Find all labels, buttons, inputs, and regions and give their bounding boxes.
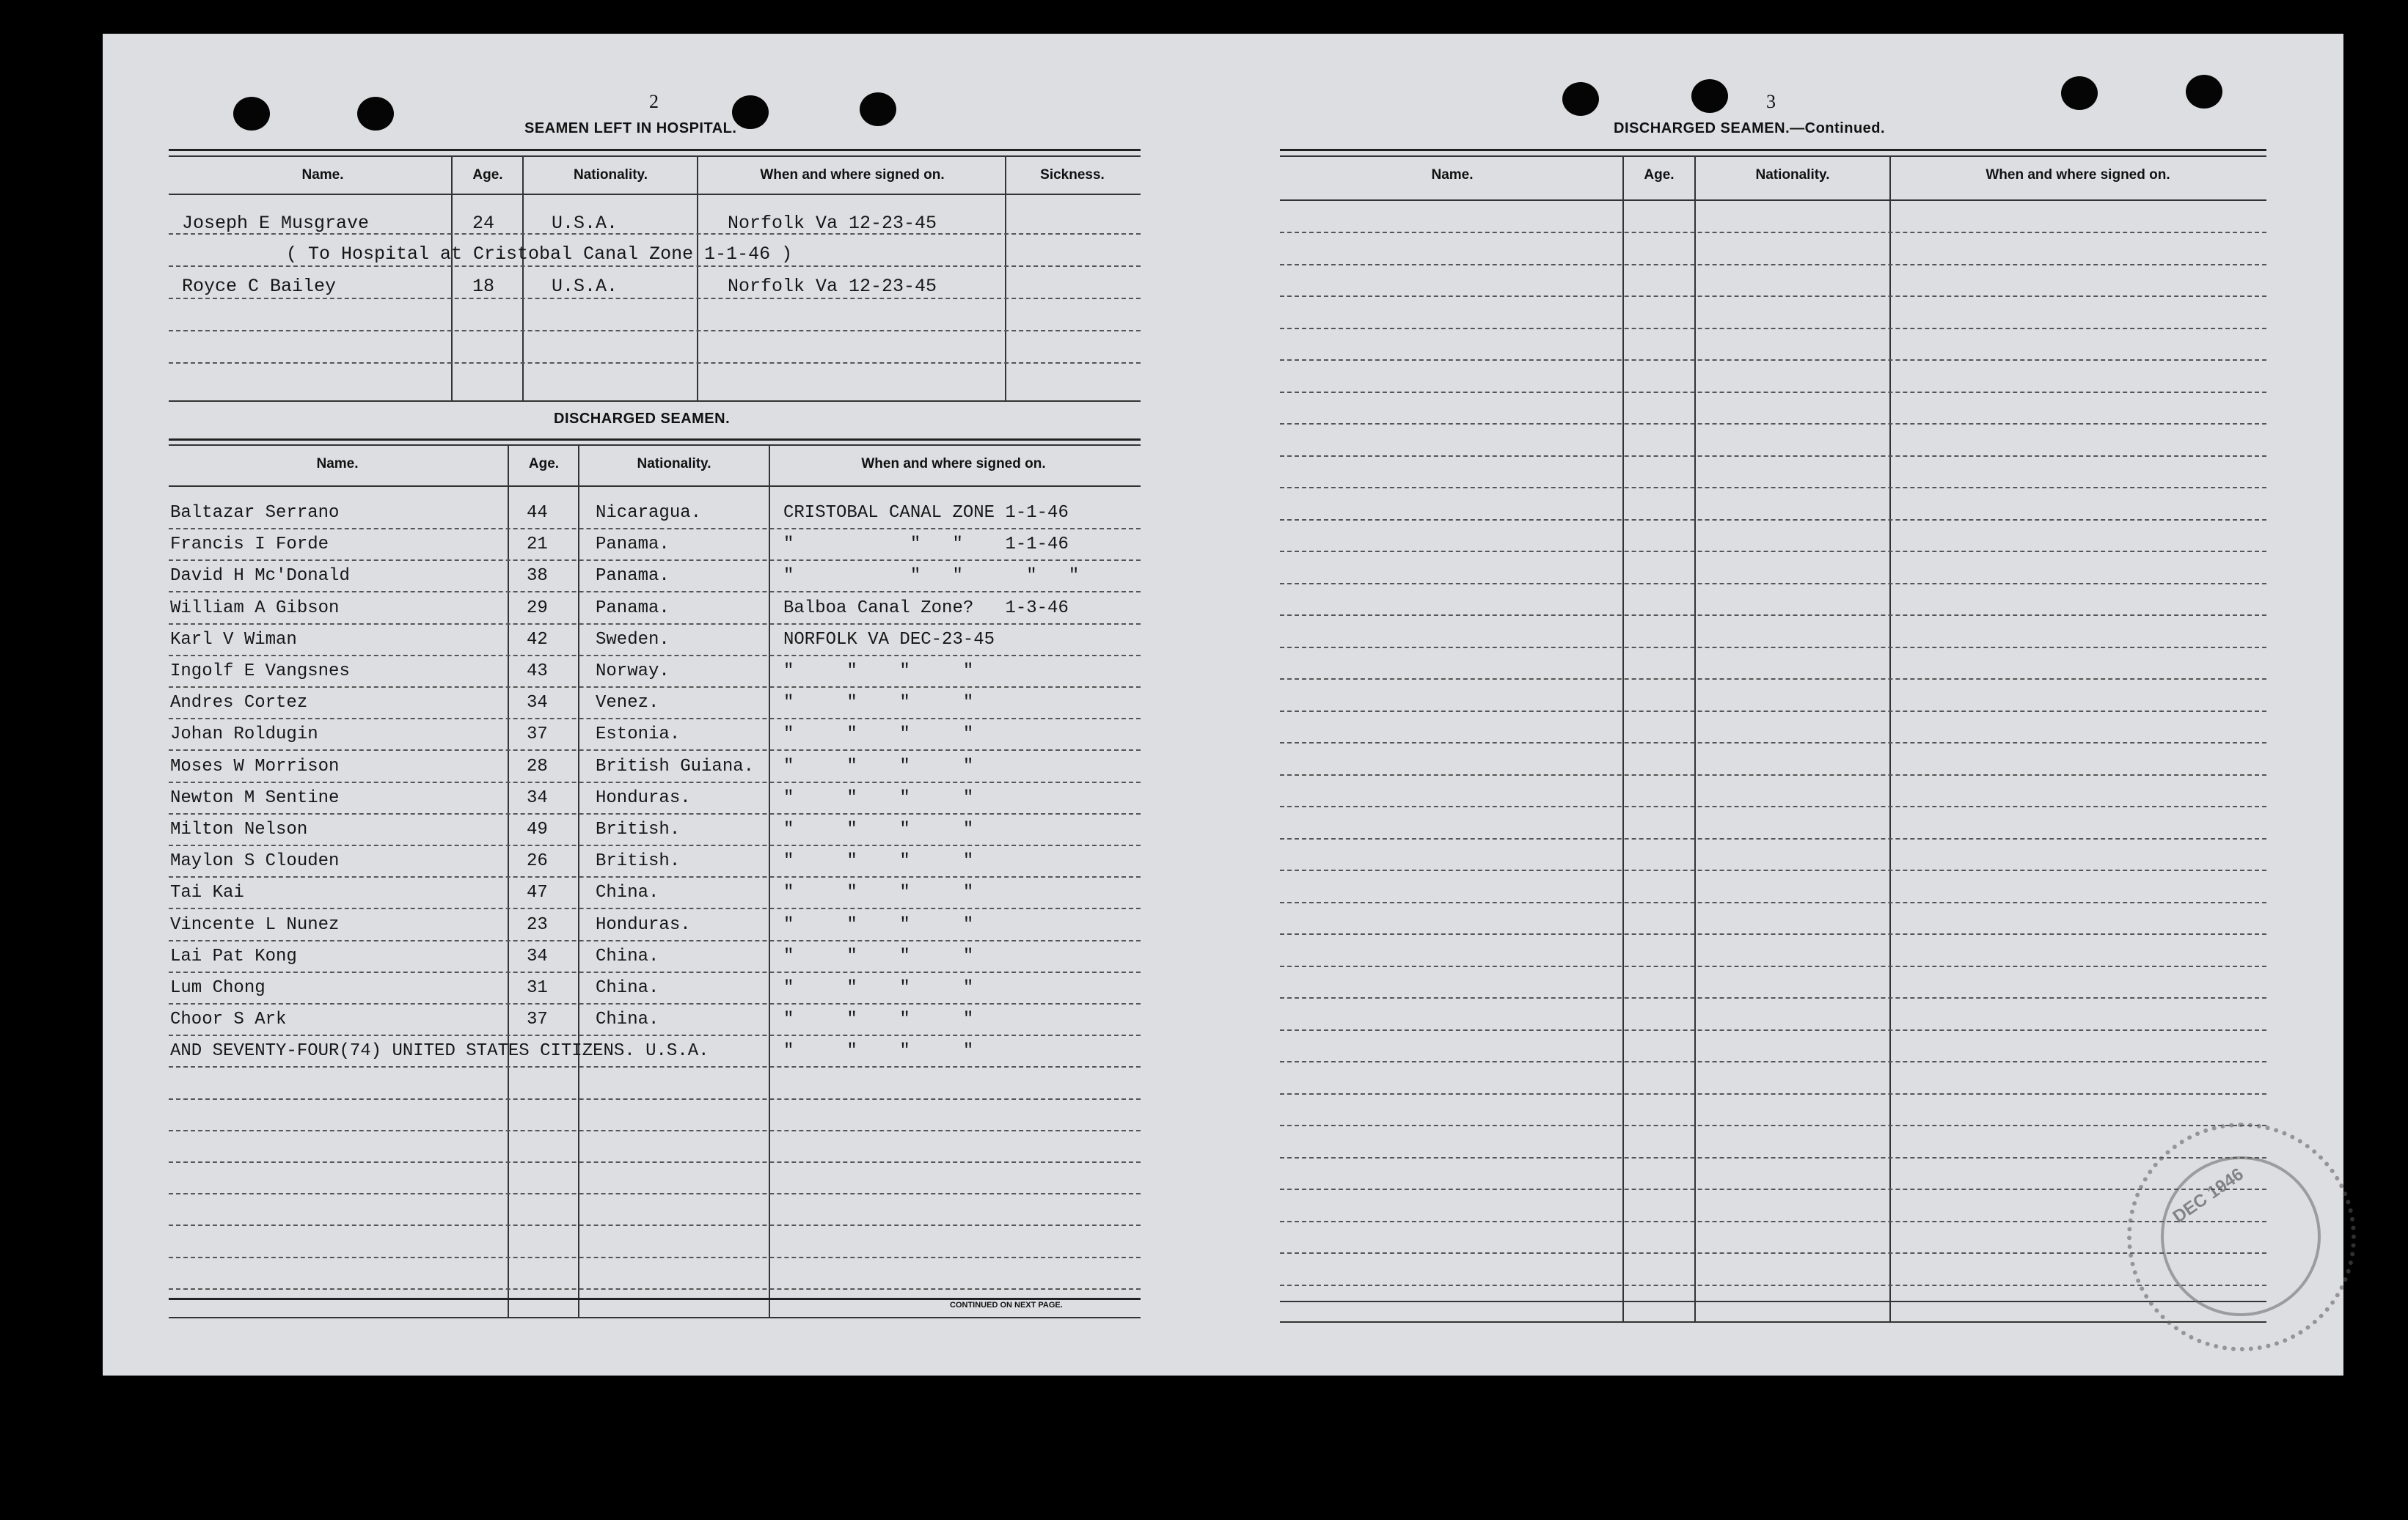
- seaman-age: 34: [527, 787, 548, 808]
- seaman-signed-on: " " " 1-1-46: [783, 535, 1069, 555]
- seaman-nationality: Nicaragua.: [596, 503, 702, 523]
- seaman-signed-on: " " " ": [783, 724, 974, 745]
- ruled-line: [1280, 455, 2266, 457]
- ruled-line: [1280, 1252, 2266, 1254]
- ruled-line: [1280, 997, 2266, 999]
- punch-hole: [1562, 82, 1599, 116]
- ruled-line: [1280, 264, 2266, 265]
- ruled-line: [169, 972, 1141, 973]
- citizens-signed-on: " " " ": [783, 1041, 974, 1062]
- seaman-age: 42: [527, 629, 548, 650]
- ruled-line: [169, 1098, 1141, 1100]
- seaman-name: Vincente L Nunez: [170, 914, 340, 935]
- seaman-nationality: Sweden.: [596, 629, 670, 650]
- continued-footer: CONTINUED ON NEXT PAGE.: [950, 1301, 1063, 1310]
- ruled-line: [1280, 870, 2266, 871]
- seaman-name: Lum Chong: [170, 978, 266, 998]
- ruled-line: [1280, 1221, 2266, 1222]
- seaman-nationality: Estonia.: [596, 724, 681, 745]
- seaman-signed-on: " " " ": [783, 820, 974, 840]
- seaman-signed-on: " " " ": [783, 693, 974, 713]
- table-rule: [169, 438, 1141, 441]
- seaman-nationality: British.: [596, 820, 681, 840]
- ruled-line: [1280, 328, 2266, 329]
- seaman-signed-on: " " " ": [783, 946, 974, 966]
- seaman-name: Baltazar Serrano: [170, 503, 340, 523]
- ruled-line: [169, 1257, 1141, 1258]
- seaman-name: Newton M Sentine: [170, 787, 340, 808]
- ruled-line: [169, 655, 1141, 656]
- column-header: When and where signed on.: [1986, 167, 2170, 183]
- seaman-signed-on: Norfolk Va 12-23-45: [728, 276, 937, 297]
- seaman-name: Ingolf E Vangsnes: [170, 661, 350, 681]
- ruled-line: [1280, 423, 2266, 425]
- column-header: Age.: [1644, 167, 1675, 183]
- ruled-line: [169, 623, 1141, 625]
- seaman-nationality: Honduras.: [596, 787, 691, 808]
- table-rule: [1280, 1301, 2266, 1302]
- seaman-name: Andres Cortez: [170, 693, 308, 713]
- ruled-line: [169, 362, 1141, 364]
- seaman-name: Milton Nelson: [170, 820, 308, 840]
- seaman-age: 43: [527, 661, 548, 681]
- ruled-line: [1280, 1029, 2266, 1031]
- seaman-name: Tai Kai: [170, 883, 244, 903]
- table-rule: [169, 400, 1141, 402]
- table-rule: [169, 155, 1141, 157]
- ruled-line: [1280, 966, 2266, 967]
- seaman-nationality: China.: [596, 978, 659, 998]
- ruled-line: [169, 1225, 1141, 1226]
- ruled-line: [169, 782, 1141, 783]
- seaman-nationality: Norway.: [596, 661, 670, 681]
- seaman-age: 24: [472, 213, 495, 234]
- table-rule: [1280, 149, 2266, 151]
- ruled-line: [1280, 551, 2266, 552]
- ruled-line: [169, 845, 1141, 846]
- ruled-line: [1280, 583, 2266, 584]
- ruled-line: [1280, 933, 2266, 935]
- seaman-age: 38: [527, 566, 548, 587]
- page-number: 2: [649, 91, 659, 112]
- ruled-line: [1280, 487, 2266, 488]
- ruled-line: [1280, 902, 2266, 903]
- ruled-line: [169, 749, 1141, 751]
- seaman-nationality: China.: [596, 946, 659, 966]
- ruled-line: [169, 1193, 1141, 1194]
- punch-hole: [233, 97, 270, 131]
- column-header: Name.: [316, 456, 359, 471]
- table-rule: [169, 194, 1141, 195]
- seaman-age: 34: [527, 946, 548, 966]
- seaman-age: 37: [527, 724, 548, 745]
- column-header: Nationality.: [1755, 167, 1830, 183]
- ruled-line: [1280, 392, 2266, 393]
- citizens-line: AND SEVENTY-FOUR(74) UNITED STATES CITIZENS. U.S.A.: [170, 1041, 709, 1062]
- seaman-signed-on: " " " ": [783, 1010, 974, 1030]
- column-header: When and where signed on.: [861, 456, 1046, 471]
- page-number: 3: [1766, 91, 1776, 112]
- ruled-line: [169, 876, 1141, 878]
- seaman-name: Johan Roldugin: [170, 724, 318, 745]
- ruled-line: [1280, 742, 2266, 744]
- table-rule: [169, 1298, 1141, 1300]
- punch-hole: [2186, 75, 2222, 109]
- right-section-title: DISCHARGED SEAMEN.—Continued.: [1614, 120, 1886, 136]
- seaman-name: Francis I Forde: [170, 535, 329, 555]
- column-header: Name.: [301, 167, 344, 183]
- seaman-name: Royce C Bailey: [182, 276, 337, 297]
- column-header: Name.: [1431, 167, 1474, 183]
- table-rule: [169, 444, 1141, 446]
- ruled-line: [1280, 678, 2266, 680]
- ruled-line: [169, 1130, 1141, 1131]
- seaman-signed-on: " " " ": [783, 883, 974, 903]
- ruled-line: [169, 718, 1141, 719]
- column-divider: [508, 444, 509, 1317]
- seaman-signed-on: NORFOLK VA DEC-23-45: [783, 629, 995, 650]
- punch-hole: [357, 97, 394, 131]
- seaman-signed-on: Norfolk Va 12-23-45: [728, 213, 937, 234]
- seaman-nationality: Venez.: [596, 693, 659, 713]
- table-rule: [1280, 199, 2266, 201]
- ruled-line: [1280, 519, 2266, 521]
- column-header: Sickness.: [1040, 167, 1105, 183]
- seaman-age: 23: [527, 914, 548, 935]
- column-header: Nationality.: [574, 167, 648, 183]
- seaman-signed-on: CRISTOBAL CANAL ZONE 1-1-46: [783, 503, 1069, 523]
- hospital-note: ( To Hospital at Cristobal Canal Zone 1-1-46 ): [286, 243, 793, 265]
- seaman-signed-on: " " " " ": [783, 566, 1080, 587]
- ruled-line: [1280, 359, 2266, 361]
- ruled-line: [1280, 806, 2266, 807]
- seaman-name: Lai Pat Kong: [170, 946, 297, 966]
- punch-hole: [2061, 76, 2098, 110]
- seaman-nationality: China.: [596, 1010, 659, 1030]
- seaman-name: Moses W Morrison: [170, 756, 340, 776]
- ruled-line: [169, 330, 1141, 331]
- ruled-line: [169, 1035, 1141, 1036]
- ruled-line: [1280, 1093, 2266, 1095]
- table-rule: [169, 149, 1141, 151]
- seaman-age: 18: [472, 276, 495, 297]
- column-header: When and where signed on.: [760, 167, 945, 183]
- ruled-line: [169, 908, 1141, 909]
- seaman-signed-on: " " " ": [783, 661, 974, 681]
- seaman-signed-on: " " " ": [783, 787, 974, 808]
- seaman-name: David H Mc'Donald: [170, 566, 350, 587]
- seaman-nationality: Panama.: [596, 566, 670, 587]
- ruled-line: [169, 940, 1141, 941]
- punch-hole: [860, 92, 896, 126]
- ruled-line: [169, 1066, 1141, 1068]
- ruled-line: [1280, 232, 2266, 233]
- seaman-nationality: Honduras.: [596, 914, 691, 935]
- seaman-nationality: China.: [596, 883, 659, 903]
- ruled-line: [169, 559, 1141, 561]
- seaman-age: 34: [527, 693, 548, 713]
- seaman-age: 29: [527, 598, 548, 618]
- ruled-line: [169, 686, 1141, 688]
- punch-hole: [1691, 79, 1728, 113]
- seaman-age: 31: [527, 978, 548, 998]
- seaman-nationality: U.S.A.: [552, 213, 618, 234]
- ruled-line: [1280, 774, 2266, 776]
- ruled-line: [169, 265, 1141, 267]
- stamp-text: DEC 1946: [2169, 1164, 2247, 1227]
- column-divider: [769, 444, 770, 1317]
- seaman-signed-on: " " " ": [783, 851, 974, 872]
- seaman-nationality: British Guiana.: [596, 756, 755, 776]
- seaman-nationality: British.: [596, 851, 681, 872]
- discharged-section-title: DISCHARGED SEAMEN.: [554, 411, 731, 427]
- ruled-line: [1280, 1285, 2266, 1286]
- seaman-age: 47: [527, 883, 548, 903]
- ruled-line: [169, 1161, 1141, 1163]
- ruled-line: [1280, 1189, 2266, 1190]
- ruled-line: [1280, 1125, 2266, 1126]
- seaman-nationality: U.S.A.: [552, 276, 618, 297]
- seaman-name: Maylon S Clouden: [170, 851, 340, 872]
- ruled-line: [169, 528, 1141, 529]
- seaman-age: 26: [527, 851, 548, 872]
- table-rule: [169, 485, 1141, 487]
- seaman-signed-on: " " " ": [783, 978, 974, 998]
- punch-hole: [732, 95, 769, 129]
- seaman-age: 28: [527, 756, 548, 776]
- column-header: Age.: [528, 456, 560, 471]
- seaman-age: 44: [527, 503, 548, 523]
- ruled-line: [169, 298, 1141, 299]
- seaman-name: William A Gibson: [170, 598, 340, 618]
- column-header: Nationality.: [637, 456, 711, 471]
- ruled-line: [1280, 647, 2266, 648]
- column-divider: [1694, 155, 1696, 1321]
- seaman-age: 37: [527, 1010, 548, 1030]
- ruled-line: [1280, 838, 2266, 840]
- seaman-name: Choor S Ark: [170, 1010, 287, 1030]
- seaman-age: 21: [527, 535, 548, 555]
- column-divider: [1889, 155, 1891, 1321]
- ruled-line: [169, 591, 1141, 592]
- table-rule: [169, 1317, 1141, 1318]
- seaman-name: Joseph E Musgrave: [182, 213, 370, 234]
- seaman-signed-on: Balboa Canal Zone? 1-3-46: [783, 598, 1069, 618]
- column-divider: [578, 444, 579, 1317]
- ruled-line: [1280, 614, 2266, 616]
- column-header: Age.: [472, 167, 503, 183]
- seaman-signed-on: " " " ": [783, 914, 974, 935]
- ruled-line: [1280, 711, 2266, 712]
- ruled-line: [1280, 1157, 2266, 1159]
- seaman-nationality: Panama.: [596, 598, 670, 618]
- seaman-nationality: Panama.: [596, 535, 670, 555]
- document-sheet: [103, 34, 2343, 1376]
- ruled-line: [1280, 1061, 2266, 1062]
- ruled-line: [169, 813, 1141, 815]
- ruled-line: [169, 1288, 1141, 1290]
- ruled-line: [1280, 295, 2266, 297]
- table-rule: [1280, 155, 2266, 157]
- ruled-line: [169, 1003, 1141, 1005]
- date-stamp: [2127, 1123, 2356, 1351]
- seaman-name: Karl V Wiman: [170, 629, 297, 650]
- seaman-age: 49: [527, 820, 548, 840]
- table-rule: [1280, 1321, 2266, 1323]
- seaman-signed-on: " " " ": [783, 756, 974, 776]
- column-divider: [1622, 155, 1624, 1321]
- hospital-section-title: SEAMEN LEFT IN HOSPITAL.: [524, 120, 737, 136]
